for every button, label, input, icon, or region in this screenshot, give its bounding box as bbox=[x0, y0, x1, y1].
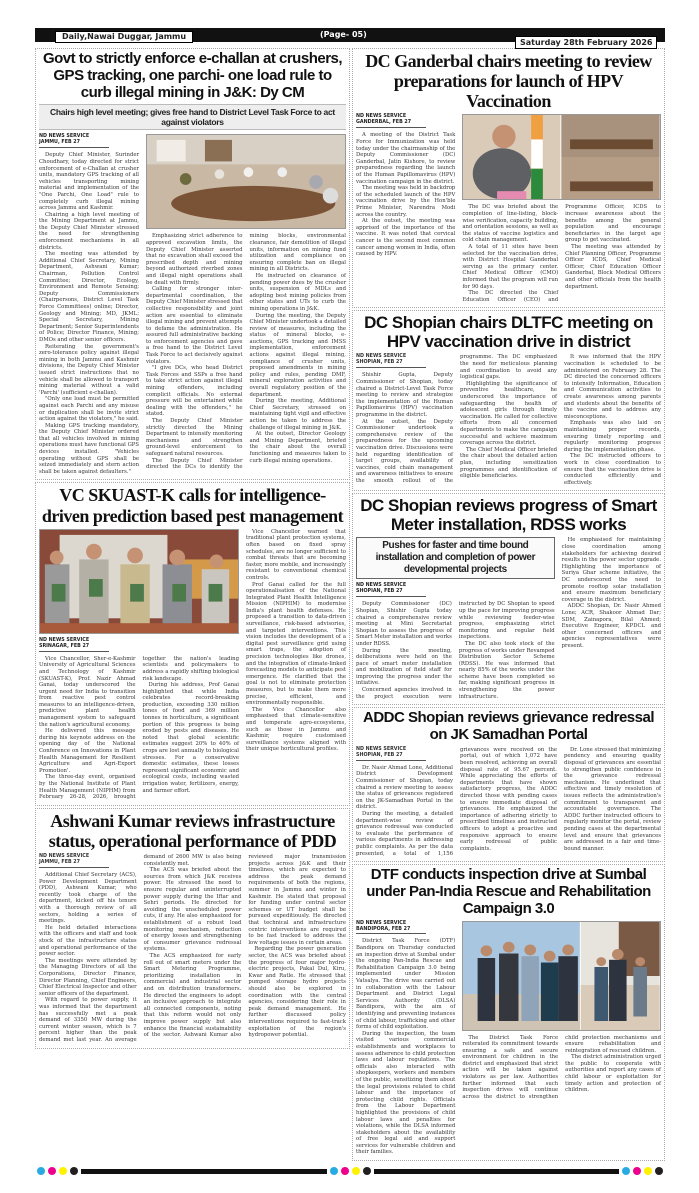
article-body bbox=[39, 152, 139, 475]
headline: VC SKUAST-K calls for intelligence-driven prediction based pest management bbox=[41, 485, 344, 526]
byline-block bbox=[356, 354, 426, 368]
article-paragraph: "Only one load must be permitted against each Parchi and any misuse or duplication shall be invite strict action against the violators," he said. bbox=[39, 396, 139, 423]
article-paragraph: Emphasis was also laid on maintaining proper records, ensuring timely reporting and regularly monitoring progress during the implementation phase. bbox=[564, 420, 661, 453]
register-mark-cyan bbox=[330, 1167, 338, 1175]
article-body bbox=[39, 854, 346, 1043]
byline: ND NEWS SERVICE bbox=[39, 637, 90, 643]
article-content bbox=[39, 134, 346, 475]
article-paragraph: The District Task Force reiterated its commitment towards ensuring a safe and secure environment for children in the district and emphasized that strict action will be taken against violators as per law. Authorities further informed that such inspection drives will continue across the district to strengthen child protection mechanisms and ensure rehabilitation and reintegration of rescued children. bbox=[462, 1034, 661, 1100]
article-paragraph: Highlighting the significance of preventive healthcare, he underscored the importance of safeguarding the health of adolescent girls through timely vaccination. He called for collective efforts from all concerned departments to make the campaign successful and achieve maximum coverage across the district. bbox=[460, 380, 557, 447]
article-paragraph: Shishir Gupta, Deputy Commissioner of Shopian, today chaired a District-Level Task Force meeting to review and strategize the implementation of the Human Papillomavirus (HPV) vaccination programme in the district. bbox=[356, 372, 453, 418]
page-columns bbox=[35, 48, 665, 1161]
register-mark-cyan bbox=[37, 1167, 45, 1175]
left-stack bbox=[35, 48, 350, 1049]
article-paragraph: The meeting was attended by Additional Chief Secretary, Mining Department, Ashwani Kumar; Chairman, Pollution Control Committee; Director, Ecology, Environment and Remote Sensing; Deputy Commissioners (Chairpersons, District Level Task Force Committees) online; Director, Geology and Mining; MD, JKML; Special Secretary, Mining Department; Senior Superintendents of Police; Director Finance, Mining; DMOs and other senior officers. bbox=[39, 251, 139, 343]
register-mark-black bbox=[363, 1167, 371, 1175]
article-paragraph: The meeting was held in backdrop of the scheduled launch of the HPV vaccination drive by the Hon'ble Prime Minister, Narendra Modi across the country. bbox=[356, 185, 456, 218]
article-content bbox=[356, 537, 661, 700]
article-body bbox=[356, 132, 455, 257]
article-right-column bbox=[146, 134, 346, 470]
article-left-column bbox=[39, 529, 239, 801]
article-body bbox=[39, 656, 239, 801]
dateline: SHOPIAN, FEB 27 bbox=[356, 752, 403, 758]
byline-block bbox=[356, 583, 426, 597]
article-paragraph: The meeting was attended by Chief Planning Officer, Programme Officer ICDS, Chief Medical Officer, Chief Education Officer Ganderbal, Block Medical Officers and other officials from the health department. bbox=[565, 244, 661, 290]
article-body-cont bbox=[462, 1035, 661, 1101]
byline-block bbox=[39, 638, 109, 652]
article-paragraph: Prof Ganai called for the full operationalisation of the National Integrated Plant Health Intelligence Mission (NIPHIM) to modernise India's plant health defenses. He proposed a transition to data-driven surveillance, risk-based advisories, and targeted interventions. This vision includes the development of a digital pest surveillance grid using smart traps, the adoption of precision technologies like drones, and the integration of climate-linked forecasting models to anticipate pest emergence. He clarified that the goal is not to eliminate protection measures, but to make them more precise, efficient, and environmentally responsible. bbox=[246, 581, 346, 707]
registration-marks bbox=[37, 1167, 663, 1193]
article-paragraph: It was informed that the HPV vaccination is scheduled to be administered on February 28. The DC directed the concerned officers to intensify Information, Education and Communication activities to create awareness among parents and students about the benefits of the vaccine and to address any misconceptions. bbox=[564, 354, 661, 420]
byline: ND NEWS SERVICE bbox=[356, 583, 407, 589]
register-mark-yellow bbox=[59, 1167, 67, 1175]
dateline: SRINAGAR, FEB 27 bbox=[39, 643, 90, 649]
article-paragraph: During the inspection, the team visited various commercial establishments and workplaces to assess adherence to child protection laws and labour regulations. The officials also interacted with shopkeepers, workers and members of the public, sensitizing them about the legal provisions related to child labour and the importance of protecting child rights. Officials from the Labour Department highlighted the provisions of child labour laws and penalties for violations, while the DLSA informed stakeholders about the availability of free legal aid and support services for vulnerable children and their families. bbox=[356, 1030, 456, 1156]
article-paragraph: During the meeting, the Deputy Chief Minister undertook a detailed review of measures, including the status of mineral blocks, e-auctions, GPS tracking and IMSS implementation, enforcement actions against illegal mining, compliance of crusher units, proposed amendments in mining policy and rules, pending DMF, mineral exploration activities and overall regulatory position of the department. bbox=[249, 312, 346, 398]
byline-block bbox=[39, 854, 109, 868]
article-paragraph: The DC directed the Chief Education Officer (CEO) and Programme Officer, ICDS to increase awareness about the benefits among the general population and encourage beneficiaries in the target age group to get vaccinated. bbox=[462, 204, 661, 303]
article-paragraph: Vice Chancellor, Sher-e-Kashmir University of Agricultural Sciences and Technology of Kashmir (SKUAST-K), Prof. Nazir Ahmad Ganai, today underscored the urgent need for India to transition from reactive pest control measures to an intelligence-driven, predictive plant health management system to safeguard the nation's agricultural economy. bbox=[39, 655, 136, 728]
article-left-column bbox=[356, 921, 455, 1157]
article-paragraph: ADDC Shopian, Dr. Nasir Ahmed Lone; ACR, Shakoor Ahmad Dar; SDM, Zainapora, Bilal Ahmed; Executive Engineer, KPDCL and other concerned officers and agencies representatives were present. bbox=[561, 603, 661, 649]
headline: Ashwani Kumar reviews infrastructure status, operational performance of PDD bbox=[48, 810, 337, 851]
article-paragraph: The Deputy Chief Minister strictly directed the Mining Department to intensify monitoring mechanisms and strengthen ground-level enforcement to safeguard natural resources. bbox=[146, 418, 243, 457]
article-hpv-ganderbal bbox=[352, 48, 665, 308]
article-content bbox=[356, 114, 661, 303]
article-dtf-inspection bbox=[352, 864, 665, 1161]
headline: Govt to strictly enforce e-challan at crushers, GPS tracking, one parchi- one load rule to curb illegal mining in J&K: Dy CM bbox=[42, 50, 343, 101]
byline-block bbox=[356, 747, 426, 761]
dateline: SHOPIAN, FEB 27 bbox=[356, 589, 403, 595]
register-mark-black bbox=[655, 1167, 663, 1175]
register-mark-magenta bbox=[341, 1167, 349, 1175]
article-right-column bbox=[246, 529, 346, 753]
headline: DC Shopian chairs DLTFC meeting on HPV vaccination drive in district bbox=[364, 313, 653, 352]
article-paragraph: The district administration urged the public to cooperate with authorities and report any cases of child labour or exploitation for timely action and protection of children. bbox=[565, 1054, 661, 1094]
article-paragraph: "I give DCs, who head District Task Forces and SSPs a free hand to take strict action against illegal mining offenders, including complicit officials. No external pressure will be entertained while dealing with the offenders," he stated. bbox=[146, 365, 243, 418]
meeting-photo bbox=[146, 134, 346, 229]
article-paragraph: During the meeting, Additional Chief Secretary, stressed on maintaining tight vigil and effective action be taken to address the challenge of illegal mining in J&K. bbox=[249, 398, 346, 431]
article-paragraph: The meetings were attended by the Managing Directors of all the Corporations, Director Finance, Director Planning, Chief Engineers, Chief Electrical Inspector and other senior officers of the department. bbox=[39, 957, 137, 997]
article-illegal-mining bbox=[35, 48, 350, 480]
article-paragraph: The DC was briefed about the completion of line-listing, block-wise verification, capacity building, and orientation sessions, as well as the status of vaccine logistics and cold chain management. bbox=[462, 204, 559, 244]
byline: ND NEWS SERVICE bbox=[356, 920, 407, 926]
article-paragraph: He delivered this message during his keynote address on the opening day of the National Conference on Innovations in Plant Health Management for Resilient Agriculture and Agri-Export Promotion'. bbox=[39, 728, 136, 774]
article-paragraph: Deputy Chief Minister, Surinder Choudhary, today directed for strict enforcement of e-Challan at crusher units, mandatory GPS tracking of all vehicles transporting mining material and implementation of the "One Parchi, One Load" rule to completely curb illegal mining across Jammu and Kashmir. bbox=[39, 152, 139, 212]
register-mark-yellow bbox=[352, 1167, 360, 1175]
article-paragraph: The ACS was briefed about the sources from which J&K receives power. He stressed the need to ensure regular and uninterrupted power supply during the Iftar and Sehri periods. He directed for avoiding the unscheduled power cuts, if any. He also emphasized for establishment of a robust load monitoring mechanism, reduction of energy losses and strengthening of consumer grievance redressal systems. bbox=[143, 867, 242, 953]
article-body bbox=[356, 354, 661, 486]
article-content bbox=[356, 921, 661, 1157]
article-body-cont bbox=[246, 529, 346, 753]
byline-block bbox=[39, 134, 109, 148]
page-number: (Page- 05) bbox=[320, 30, 367, 39]
article-right-column bbox=[462, 114, 661, 303]
dateline: BANDIPORA, FEB 27 bbox=[356, 926, 411, 932]
article-samadhan-portal bbox=[352, 707, 665, 862]
byline: ND NEWS SERVICE bbox=[356, 746, 407, 752]
article-pdd-review bbox=[35, 808, 350, 1049]
byline: ND NEWS SERVICE bbox=[356, 354, 407, 360]
register-mark-yellow bbox=[644, 1167, 652, 1175]
article-paragraph: Additional Chief Secretary (ACS), Power Development Department (PDD), Ashwani Kumar, who recently took charge of the department, kicked off his tenure with a thorough review of all sectors, holding a series of meetings. bbox=[39, 872, 137, 925]
article-body bbox=[356, 938, 455, 1156]
register-mark-magenta bbox=[48, 1167, 56, 1175]
right-stack bbox=[352, 48, 665, 1161]
dc-ganderbal-photo bbox=[462, 114, 661, 200]
article-paragraph: The DC also took stock of the progress of works under Revamped Distribution Sector Scheme (RDSS). He was informed that nearly 85% of the works under the scheme have been completed so far, making significant progress in strengthening the power infrastructure. bbox=[458, 640, 555, 700]
article-body-cont bbox=[462, 204, 661, 303]
register-mark-black bbox=[70, 1167, 78, 1175]
article-paragraph: At the outset, the meeting was apprised of the importance of the vaccine. It was noted that cervical cancer is the second most common cancer among women in India, often caused by HPV. bbox=[356, 218, 456, 258]
byline-block bbox=[356, 114, 426, 128]
article-paragraph: A total of 11 sites have been selected for the vaccination drive, with District Hospital Ganderbal serving as the primary center. Chief Medical Officer (CMO) informed that the program will run for 90 days. bbox=[462, 244, 559, 290]
article-paragraph: Vice Chancellor warned that traditional plant protection systems, often based on fixed spray schedules, are no longer sufficient to combat threats that are becoming faster, more mobile, and increasingly resistant to conventional chemical controls. bbox=[246, 528, 346, 581]
article-body-cont bbox=[562, 537, 661, 649]
subheadline: Chairs high level meeting; gives free hand to District Level Task Force to act against violators bbox=[39, 104, 346, 130]
article-paragraph: Reiterating the government's zero-tolerance policy against illegal mining in both Jammu and Kashmir divisions, the Deputy Chief Minister issued strict instructions that no vehicle shall be allowed to transport mining material without a valid 'Parchi' (sufficient e-challan). bbox=[39, 343, 139, 396]
article-paragraph: At the outset, Director Geology and Mining Department, briefed the chair about the overall functioning and measures taken to curb illegal mining operations. bbox=[249, 431, 346, 464]
article-body bbox=[356, 747, 661, 857]
article-paragraph: The DC instructed officers to work in close coordination to ensure that the vaccination drive is conducted efficiently and effectively. bbox=[564, 453, 661, 486]
register-bar-right bbox=[374, 1169, 620, 1174]
article-paragraph: He emphasised for maintaining close coordination among stakeholders for achieving desired results in the power sector upgrade. Highlighting the importance of Suriya Ghar scheme initiative, the DC underscored the need to promote rooftop solar installation and ensure maximum beneficiary coverage in the district. bbox=[561, 537, 661, 603]
article-paragraph: The Deputy Chief Minister directed the DCs to identify the mining blocks, environmental clearance, fair demolition of illegal units, information on mining fund utilization and compliance on ensuring complete ban on illegal mining in all Districts. bbox=[146, 233, 346, 471]
register-mark-cyan bbox=[622, 1167, 630, 1175]
article-left-column bbox=[356, 114, 455, 257]
article-paragraph: A meeting of the District Task Force for Immunization was held today under the chairmanship of the Deputy Commissioner (DC) Ganderbal, Jatin Kishore, to review preparedness regarding the launch of the Human Papillomavirus (HPV) vaccination campaign in the district. bbox=[356, 132, 456, 185]
article-body bbox=[356, 601, 555, 700]
article-paragraph: He held detailed interactions with the officers and staff and took stock of the infrastructure status and operational performance of the power sector. bbox=[39, 924, 137, 958]
article-right-column bbox=[462, 921, 661, 1101]
register-mark-magenta bbox=[633, 1167, 641, 1175]
article-body-cont bbox=[146, 233, 346, 470]
article-paragraph: Emphasizing strict adherence to approved excavation limits, the Deputy Chief Minister asserted that no excavation shall exceed the prescribed depth and mining beyond authorized riverbed zones and illegal night operations shall be dealt with firmly. bbox=[146, 233, 243, 286]
newspaper-name: Daily,Nawai Duggar, Jammu bbox=[55, 31, 193, 43]
article-right-column bbox=[562, 537, 661, 649]
article-paragraph: Deputy Commissioner (DC) Shopian, Shishir Gupta today chaired a comprehensive review meeting at Mini Secretariat Shopian to assess the progress of Smart Meter installation and works under RDSS. bbox=[356, 601, 452, 647]
article-skuast-pest bbox=[35, 482, 350, 805]
dateline: JAMMU, FEB 27 bbox=[39, 140, 80, 146]
inspection-drive-photo bbox=[462, 921, 661, 1031]
article-paragraph: He instructed on clearance of pending power dues by the crusher units, suspension of MDLs and adopting best mining policies from other states and UTs to curb the mining operations in J&K. bbox=[249, 272, 346, 312]
article-smart-meter bbox=[352, 493, 665, 705]
dateline: SHOPIAN, FEB 27 bbox=[356, 360, 403, 366]
issue-date: Saturday 28th February 2026 bbox=[515, 36, 657, 49]
article-paragraph: The ACS emphasized for early roll out of smart meters under the Smart Metering Programme, prioritizing installation in commercial and industrial sector and on distribution transformers. He directed the engineers to adopt an inclusive approach to integrate all connected components, noting that this reform would not only improve power supply but also enhance the financial sustainability of the sector. Ashwani Kumar also reviewed major transmission projects across J&K and their timelines, which are expected to address the peak demand requirements of both the regions, summer in Jammu and winter in Kashmir. He stated that proposal for funding under central sector schemes or UT budget shall be pursued expeditiously. He directed that technical and infrastructure centric interventions are required to be fast tracked to address the low voltage issues in certain areas. bbox=[143, 854, 346, 1039]
article-paragraph: Regarding the power generation sector, the ACS was briefed about the progress of four major hydro-electric projects, Pakal Dul, Kiru, Kwar and Ratle. He stressed that pumped storage hydro projects should also be explored in coordination with the central agencies, considering their role in peak demand management. He further discussed policy interventions required to fast-track exploitation of the region's hydropower potential. bbox=[248, 946, 346, 1039]
article-hpv-shopian bbox=[352, 310, 665, 491]
headline: DTF conducts inspection drive at Sumbal under Pan-India Rescue and Rehabilitation Campaign 3.0 bbox=[366, 866, 651, 917]
headline: DC Shopian reviews progress of Smart Meter installation, RDSS works bbox=[360, 496, 657, 535]
article-paragraph: During his address, Prof Ganai highlighted that while India celebrates record-breaking production, exceeding 330 million tones of food and 369 million tonnes in horticulture, a significant portion of this progress is being eroded by pests and diseases. He noted that global scientific estimates suggest 20% to 40% of crops are lost annually to biological stresses. For a conservative domestic estimates, these losses represent significant economic and ecological costs, including wasted irrigation water, fertilizers, energy, and farmer effort. bbox=[142, 682, 239, 794]
byline: ND NEWS SERVICE bbox=[39, 134, 90, 140]
article-paragraph: The three-day event, organised by the National Institute of Plant Health Management (NIPHM) from February 26-28, 2026, brought together the nation's leading scientists and policymakers to address a rapidly shifting biological risk landscape. bbox=[39, 655, 239, 801]
article-paragraph: Dr. Nasir Ahmad Lone, Additional District Development Commissioner of Shopian, today chaired a review meeting to assess the status of grievances registered on the JK-Samadhan Portal in the district. bbox=[356, 764, 453, 811]
article-paragraph: Concerned agencies involved in the project execution were instructed by DC Shopian to speed up the pace for improving progress while reviewing feeder-wise progress, emphasizing strict monitoring and regular field inspections. bbox=[356, 601, 555, 700]
article-paragraph: District Task Force (DTF) Bandipora on Thursday conducted an inspection drive at Sumbal under the ongoing Pan-India Rescue and Rehabilitation Campaign 3.0 being implemented under Mission Vatsalya. The drive was carried out in collaboration with the Labour Department and District Legal Services Authority (DLSA) Bandipora, with the aim of identifying and preventing instances of child labour, trafficking and other forms of child exploitation. bbox=[356, 938, 456, 1031]
article-left-column bbox=[39, 134, 139, 475]
headline: ADDC Shopian reviews grievance redressal on JK Samadhan Portal bbox=[363, 709, 654, 744]
article-content bbox=[39, 529, 346, 801]
article-paragraph: Calling for stronger inter-departmental coordination, the Deputy Chief Minister stressed that collective responsibility and joint action are essential to eliminate illegal mining and prevent attempts to defame the administration. He assured full administrative backing to enforcement agencies and gave a free hand to the District Level Task Force to act decisively against violators. bbox=[146, 286, 243, 365]
article-left-column bbox=[356, 537, 555, 700]
article-paragraph: Chairing a high level meeting of the Mining Department at Jammu, the Deputy Chief Minister stressed the need for strengthening enforcement mechanisms in all districts. bbox=[39, 211, 139, 251]
article-paragraph: The Vice Chancellor also emphasised that climate-sensitive and temperate agro-ecosystems, such as those in Jammu and Kashmir, require customised surveillance systems aligned with their unique horticultural profiles. bbox=[246, 706, 346, 753]
subheadline-box: Pushes for faster and time bound installation and completion of power developmental projects bbox=[356, 537, 555, 579]
article-paragraph: The Chief Medical Officer briefed the chair about the detailed action plan, including sensitization programmes and identification of eligible beneficiaries. bbox=[460, 446, 557, 480]
register-bar-left bbox=[81, 1169, 327, 1174]
headline: DC Ganderbal chairs meeting to review preparations for launch of HPV Vaccination bbox=[365, 51, 652, 112]
byline: ND NEWS SERVICE bbox=[356, 114, 407, 120]
article-paragraph: At the outset, the Deputy Commissioner undertook a comprehensive review of the preparedness for the upcoming vaccination drive. Discussions were held regarding identification of target groups, availability of vaccines, cold chain management and awareness initiatives to ensure the smooth rollout of the programme. The DC emphasized the need for meticulous planning and coordination to avoid any logistical gaps. bbox=[356, 354, 557, 484]
article-paragraph: Making GPS tracking mandatory, the Deputy Chief Minister ordered that all vehicles involved in mining operations must have functional GPS devices installed. "Vehicles operating without GPS shall be seized immediately and stern action shall be taken against defaulters." bbox=[39, 422, 139, 475]
book-release-photo bbox=[39, 529, 239, 634]
article-paragraph: During the meeting, a detailed department-wise review of grievance redressal was conducted to evaluate the performance of various departments in addressing public complaints. As per the data presented, a total of 1,156 grievances were received on the portal, out of which 1,072 have been resolved, achieving an overall disposal rate of 95.67 percent. While appreciating the efforts of departments that have shown satisfactory progress, the ADDC directed those with pending cases to ensure immediate disposal of grievances. He emphasized the importance of adhering strictly to prescribed timelines and instructed officers to adopt a proactive and responsive approach to ensure early redressal of public complaints. bbox=[356, 746, 557, 857]
article-paragraph: Dr. Lone stressed that minimizing pendency and ensuring quality disposal of grievances are essential to strengthen public confidence in the grievance redressal mechanism. He underlined that effective and timely resolution of issues reflects the administration's commitment to transparent and accountable governance. The ADDC further instructed officers to regularly monitor the portal, review pending cases at the departmental level and ensure that grievances are addressed in a fair and time-bound manner. bbox=[564, 746, 661, 852]
byline-block bbox=[356, 921, 426, 935]
dateline: GANDERBAL, FEB 27 bbox=[356, 120, 412, 126]
byline: ND NEWS SERVICE bbox=[39, 854, 90, 860]
article-paragraph: During the meeting, deliberations were held on the pace of smart meter installation and mobilization of field staff for improving the progress under the intiative. bbox=[356, 647, 452, 687]
dateline: JAMMU, FEB 27 bbox=[39, 860, 80, 866]
article-paragraph: With regard to power supply, it was informed that the department has successfully met a peak demand of 3350 MW during the current winter season, which is 7 percent higher than the peak demand met last year. An average demand of 2600 MW is also being consistently met. bbox=[39, 854, 242, 1043]
